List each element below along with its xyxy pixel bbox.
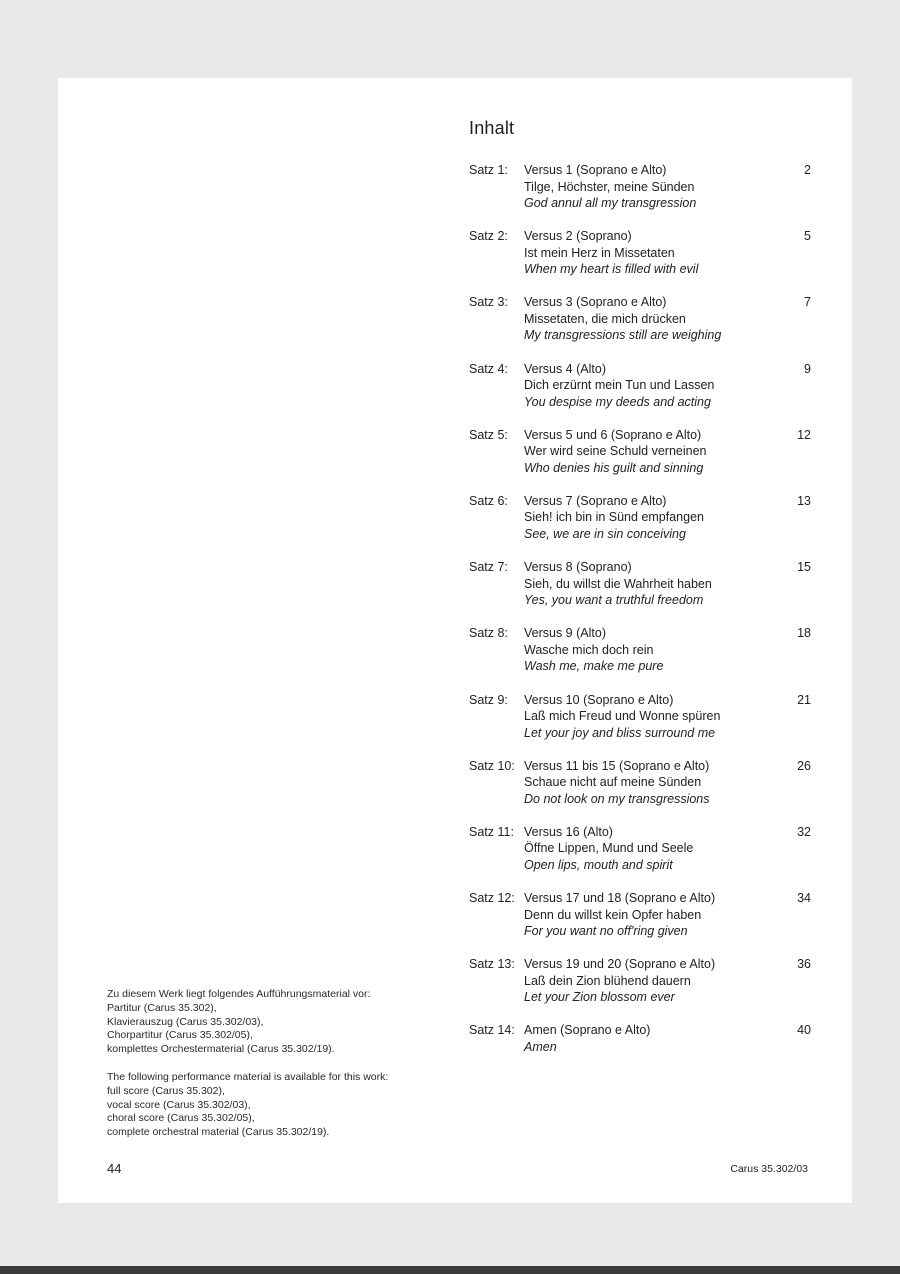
notes-german [107,988,447,1057]
toc-german-title: Ist mein Herz in Missetaten [524,245,675,260]
document-page [58,78,852,1203]
notes-line: Partitur (Carus 35.302), [107,1001,217,1014]
toc-movement-text [524,758,774,808]
toc-versus-label: Versus 8 (Soprano) [524,560,632,575]
toc-german-title: Laß mich Freud und Wonne spüren [524,709,721,723]
toc-movement-number: Satz 1: [469,163,508,177]
toc-german-title: Sieh, du willst die Wahrheit haben [524,576,712,591]
notes-line: Chorpartitur (Carus 35.302/05), [107,1029,253,1042]
toc-page-number: 32 [797,824,811,839]
toc-movement-text [524,228,774,278]
toc-movement-number: Satz 9: [469,692,508,707]
toc-english-title: See, we are in sin conceiving [524,526,686,541]
notes-line: full score (Carus 35.302), [107,1084,225,1097]
page-number: 44 [107,1161,122,1176]
toc-page-number: 13 [797,493,811,508]
toc-english-title: You despise my deeds and acting [524,394,711,409]
toc-movement-text [524,625,774,675]
toc-english-title: Amen [524,1039,557,1054]
toc-versus-label: Versus 19 und 20 (Soprano e Alto) [524,957,716,972]
toc-page-number: 36 [797,957,811,972]
toc-page-number: 2 [804,163,811,177]
toc-english-title: Who denies his guilt and sinning [524,460,704,475]
toc-movement-number: Satz 7: [469,560,508,575]
toc-page-number: 15 [797,560,811,575]
toc-movement-number: Satz 14: [469,1023,515,1038]
toc-movement-number: Satz 2: [469,229,508,244]
toc-movement-number: Satz 4: [469,361,508,376]
toc-page-number: 5 [804,229,811,244]
toc-versus-label: Versus 2 (Soprano) [524,229,632,244]
toc-movement-number: Satz 13: [469,957,515,972]
toc-entry [469,890,811,956]
toc-movement-text [524,162,774,212]
page-title: Inhalt [469,118,515,138]
toc-german-title: Missetaten, die mich drücken [524,311,686,326]
toc-german-title: Sieh! ich bin in Sünd empfangen [524,510,704,525]
toc-entry [469,625,811,691]
toc-page-number: 18 [797,626,811,641]
viewer-bottom-bar [0,1266,900,1274]
toc-versus-label: Versus 3 (Soprano e Alto) [524,295,667,310]
toc-movement-number: Satz 3: [469,295,508,310]
toc-entry [469,493,811,559]
toc-german-title: Dich erzürnt mein Tun und Lassen [524,378,715,393]
toc-movement-number: Satz 11: [469,824,514,839]
toc-entry [469,956,811,1022]
toc-versus-label: Versus 5 und 6 (Soprano e Alto) [524,427,702,442]
toc-entry [469,559,811,625]
notes-line: The following performance material is available for this work: [107,1070,389,1083]
toc-movement-text [524,493,774,543]
toc-entry [469,361,811,427]
toc-versus-label: Versus 4 (Alto) [524,361,606,376]
toc-movement-text [524,956,774,1006]
toc-movement-text [524,1022,774,1055]
toc-movement-number: Satz 10: [469,758,515,773]
toc-movement-text [524,824,774,874]
toc-movement-number: Satz 5: [469,427,508,442]
toc-english-title: Open lips, mouth and spirit [524,857,673,872]
toc-page-number: 34 [797,891,811,906]
toc-movement-text [524,890,774,940]
toc-versus-label: Versus 11 bis 15 (Soprano e Alto) [524,758,710,773]
toc-english-title: My transgressions still are weighing [524,328,722,343]
toc-entry [469,758,811,824]
toc-english-title: Do not look on my transgressions [524,791,710,806]
notes-line: complete orchestral material (Carus 35.302/19). [107,1126,330,1139]
notes-english [107,1071,447,1140]
toc-entry [469,692,811,758]
toc-english-title: Let your Zion blossom ever [524,990,675,1005]
toc-german-title: Denn du willst kein Opfer haben [524,907,702,922]
toc-entry [469,824,811,890]
performance-material-notes [107,988,447,1140]
notes-line: choral score (Carus 35.302/05), [107,1112,255,1125]
catalog-number: Carus 35.302/03 [730,1163,808,1175]
toc-entry [469,1022,811,1088]
toc-page-number: 26 [797,758,811,773]
toc-movement-text [524,294,774,344]
table-of-contents [469,162,811,1089]
toc-movement-number: Satz 12: [469,891,515,906]
toc-english-title: Wash me, make me pure [524,659,664,674]
notes-line: Zu diesem Werk liegt folgendes Aufführungsmaterial vor: [107,988,371,1000]
toc-entry [469,228,811,294]
toc-entry [469,294,811,360]
toc-versus-label: Versus 16 (Alto) [524,824,613,839]
toc-movement-text [524,692,774,742]
toc-english-title: When my heart is filled with evil [524,262,699,277]
toc-movement-text [524,361,774,411]
toc-english-title: For you want no off'ring given [524,924,688,939]
notes-line: Klavierauszug (Carus 35.302/03), [107,1015,264,1028]
notes-line: vocal score (Carus 35.302/03), [107,1098,251,1111]
toc-german-title: Wer wird seine Schuld verneinen [524,444,707,459]
toc-german-title: Wasche mich doch rein [524,642,654,657]
toc-versus-label: Amen (Soprano e Alto) [524,1023,651,1038]
toc-versus-label: Versus 17 und 18 (Soprano e Alto) [524,891,716,906]
toc-page-number: 40 [797,1023,811,1038]
notes-line: komplettes Orchestermaterial (Carus 35.302/19). [107,1043,335,1056]
toc-page-number: 21 [797,692,811,707]
toc-movement-text [524,427,774,477]
toc-versus-label: Versus 7 (Soprano e Alto) [524,493,667,508]
toc-german-title: Schaue nicht auf meine Sünden [524,775,702,790]
toc-german-title: Laß dein Zion blühend dauern [524,973,691,988]
toc-entry [469,427,811,493]
toc-entry [469,162,811,228]
toc-english-title: God annul all my transgression [524,196,697,210]
toc-german-title: Tilge, Höchster, meine Sünden [524,179,695,194]
toc-movement-number: Satz 8: [469,626,508,641]
toc-versus-label: Versus 9 (Alto) [524,626,606,641]
toc-page-number: 9 [804,361,811,376]
toc-english-title: Yes, you want a truthful freedom [524,593,704,608]
toc-versus-label: Versus 10 (Soprano e Alto) [524,692,674,707]
toc-movement-number: Satz 6: [469,493,508,508]
toc-movement-text [524,559,774,609]
toc-versus-label: Versus 1 (Soprano e Alto) [524,163,667,177]
toc-page-number: 7 [804,295,811,310]
toc-english-title: Let your joy and bliss surround me [524,725,716,740]
toc-german-title: Öffne Lippen, Mund und Seele [524,841,694,856]
toc-page-number: 12 [797,427,811,442]
